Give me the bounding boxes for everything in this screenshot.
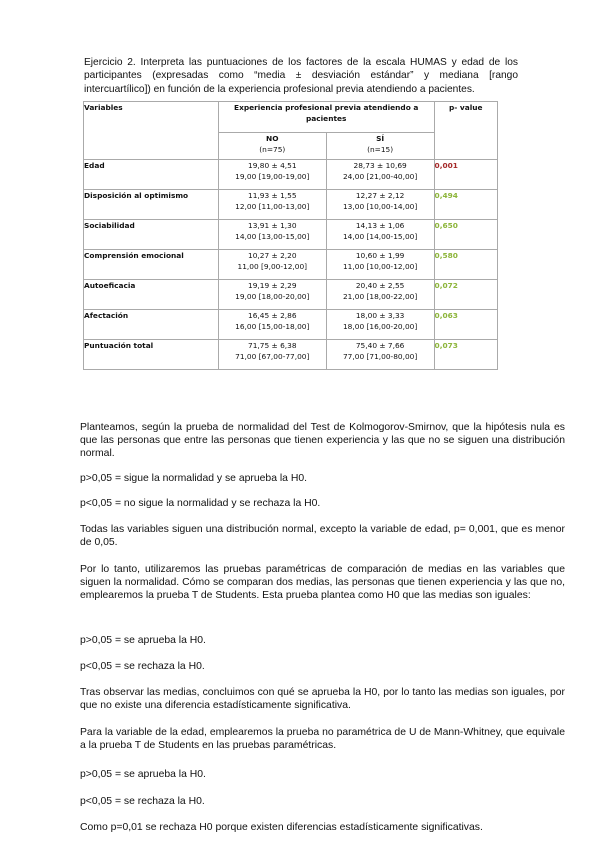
mean-sd: 19,19 ± 2,29 xyxy=(248,281,297,290)
group-no-value xyxy=(218,340,326,370)
table-row xyxy=(84,280,498,310)
p-value: 0,494 xyxy=(434,190,497,220)
results-table xyxy=(83,101,498,370)
table-row xyxy=(84,250,498,280)
paragraph: p>0,05 = sigue la normalidad y se aprueba la H0. xyxy=(80,473,308,484)
group-si-value xyxy=(326,310,434,340)
median-iqr: 13,00 [10,00-14,00] xyxy=(342,202,418,211)
median-iqr: 18,00 [16,00-20,00] xyxy=(342,322,418,331)
variable-name: Puntuación total xyxy=(84,340,219,370)
mean-sd: 71,75 ± 6,38 xyxy=(248,341,297,350)
variable-name: Afectación xyxy=(84,310,219,340)
group-si-value xyxy=(326,220,434,250)
median-iqr: 77,00 [71,00-80,00] xyxy=(342,352,418,361)
paragraph: Para la variable de la edad, emplearemos la prueba no paramétrica de U de Mann-Whitney, que equivale a la prueba T de Students en las pruebas paramétricas. xyxy=(80,727,565,752)
median-iqr: 24,00 [21,00-40,00] xyxy=(342,172,418,181)
mean-sd: 10,60 ± 1,99 xyxy=(355,251,405,260)
paragraph: p<0,05 = se rechaza la H0. xyxy=(80,796,205,807)
group-no-value xyxy=(218,250,326,280)
group-no-label: NO xyxy=(266,134,279,143)
paragraph: Tras observar las medias, concluimos con qué se aprueba la H0, por lo tanto las medias son iguales, por que no existe una diferencia estadísticamente significativa. xyxy=(80,687,565,712)
mean-sd: 14,13 ± 1,06 xyxy=(355,221,405,230)
table-row xyxy=(84,220,498,250)
variable-name: Comprensión emocional xyxy=(84,250,219,280)
p-value: 0,073 xyxy=(434,340,497,370)
group-si-value xyxy=(326,160,434,190)
group-si-value xyxy=(326,250,434,280)
group-no-value xyxy=(218,160,326,190)
group-no-value xyxy=(218,310,326,340)
median-iqr: 21,00 [18,00-22,00] xyxy=(342,292,418,301)
group-no-n: (n=75) xyxy=(259,145,286,154)
p-value: 0,580 xyxy=(434,250,497,280)
paragraph: p<0,05 = se rechaza la H0. xyxy=(80,661,205,672)
variable-name: Disposición al optimismo xyxy=(84,190,219,220)
p-value: 0,001 xyxy=(434,160,497,190)
header-pvalue: p- value xyxy=(434,102,497,160)
table-row xyxy=(84,190,498,220)
median-iqr: 11,00 [9,00-12,00] xyxy=(237,262,308,271)
header-variables: Variables xyxy=(84,102,219,160)
header-experience: Experiencia profesional previa atendiendo a pacientes xyxy=(218,102,434,133)
paragraph: Todas las variables siguen una distribución normal, excepto la variable de edad, p= 0,001, que es menor de 0,05. xyxy=(80,524,565,549)
median-iqr: 16,00 [15,00-18,00] xyxy=(235,322,310,331)
table-row xyxy=(84,340,498,370)
median-iqr: 19,00 [18,00-20,00] xyxy=(235,292,310,301)
group-si-n: (n=15) xyxy=(367,145,394,154)
median-iqr: 12,00 [11,00-13,00] xyxy=(235,202,310,211)
mean-sd: 28,73 ± 10,69 xyxy=(353,161,407,170)
group-si-label: SÍ xyxy=(376,134,385,143)
variable-name: Autoeficacia xyxy=(84,280,219,310)
group-no-value xyxy=(218,190,326,220)
paragraph: p>0,05 = se aprueba la H0. xyxy=(80,769,206,780)
p-value: 0,072 xyxy=(434,280,497,310)
mean-sd: 13,91 ± 1,30 xyxy=(248,221,297,230)
paragraph: p<0,05 = no sigue la normalidad y se rechaza la H0. xyxy=(80,498,321,509)
header-group-no xyxy=(218,133,326,160)
median-iqr: 14,00 [13,00-15,00] xyxy=(235,232,310,241)
median-iqr: 19,00 [19,00-19,00] xyxy=(235,172,310,181)
results-table-body xyxy=(84,160,498,370)
mean-sd: 12,27 ± 2,12 xyxy=(355,191,405,200)
variable-name: Edad xyxy=(84,160,219,190)
group-si-value xyxy=(326,190,434,220)
p-value: 0,063 xyxy=(434,310,497,340)
mean-sd: 75,40 ± 7,66 xyxy=(355,341,405,350)
median-iqr: 71,00 [67,00-77,00] xyxy=(235,352,310,361)
table-row xyxy=(84,310,498,340)
paragraph: Planteamos, según la prueba de normalidad del Test de Kolmogorov-Smirnov, que la hipótesis nula es que las personas que entre las personas que tienen experiencia y las que no se siguen una distribución normal. xyxy=(80,422,565,460)
mean-sd: 11,93 ± 1,55 xyxy=(248,191,297,200)
mean-sd: 20,40 ± 2,55 xyxy=(355,281,405,290)
exercise-statement: Ejercicio 2. Interpreta las puntuaciones de los factores de la escala HUMAS y edad de los participantes (expresadas como “media ± desviación estándar” y mediana [rango intercuartílico]) en función de la experiencia profesional previa atendiendo a pacientes. xyxy=(84,57,518,95)
variable-name: Sociabilidad xyxy=(84,220,219,250)
table-row xyxy=(84,160,498,190)
paragraph: Por lo tanto, utilizaremos las pruebas paramétricas de comparación de medias en las variables que siguen la normalidad. Cómo se comparan dos medias, las personas que tienen experiencia y las que no, emplearemos la prueba T de Students. Esta prueba plantea como H0 que las medias son iguales: xyxy=(80,564,565,602)
paragraph: Como p=0,01 se rechaza H0 porque existen diferencias estadísticamente significativas. xyxy=(80,822,483,833)
mean-sd: 16,45 ± 2,86 xyxy=(248,311,297,320)
group-no-value xyxy=(218,280,326,310)
mean-sd: 19,80 ± 4,51 xyxy=(248,161,297,170)
paragraph: p>0,05 = se aprueba la H0. xyxy=(80,635,206,646)
group-si-value xyxy=(326,280,434,310)
mean-sd: 18,00 ± 3,33 xyxy=(355,311,405,320)
group-no-value xyxy=(218,220,326,250)
mean-sd: 10,27 ± 2,20 xyxy=(248,251,297,260)
header-group-si xyxy=(326,133,434,160)
group-si-value xyxy=(326,340,434,370)
median-iqr: 11,00 [10,00-12,00] xyxy=(342,262,418,271)
p-value: 0,650 xyxy=(434,220,497,250)
median-iqr: 14,00 [14,00-15,00] xyxy=(342,232,418,241)
